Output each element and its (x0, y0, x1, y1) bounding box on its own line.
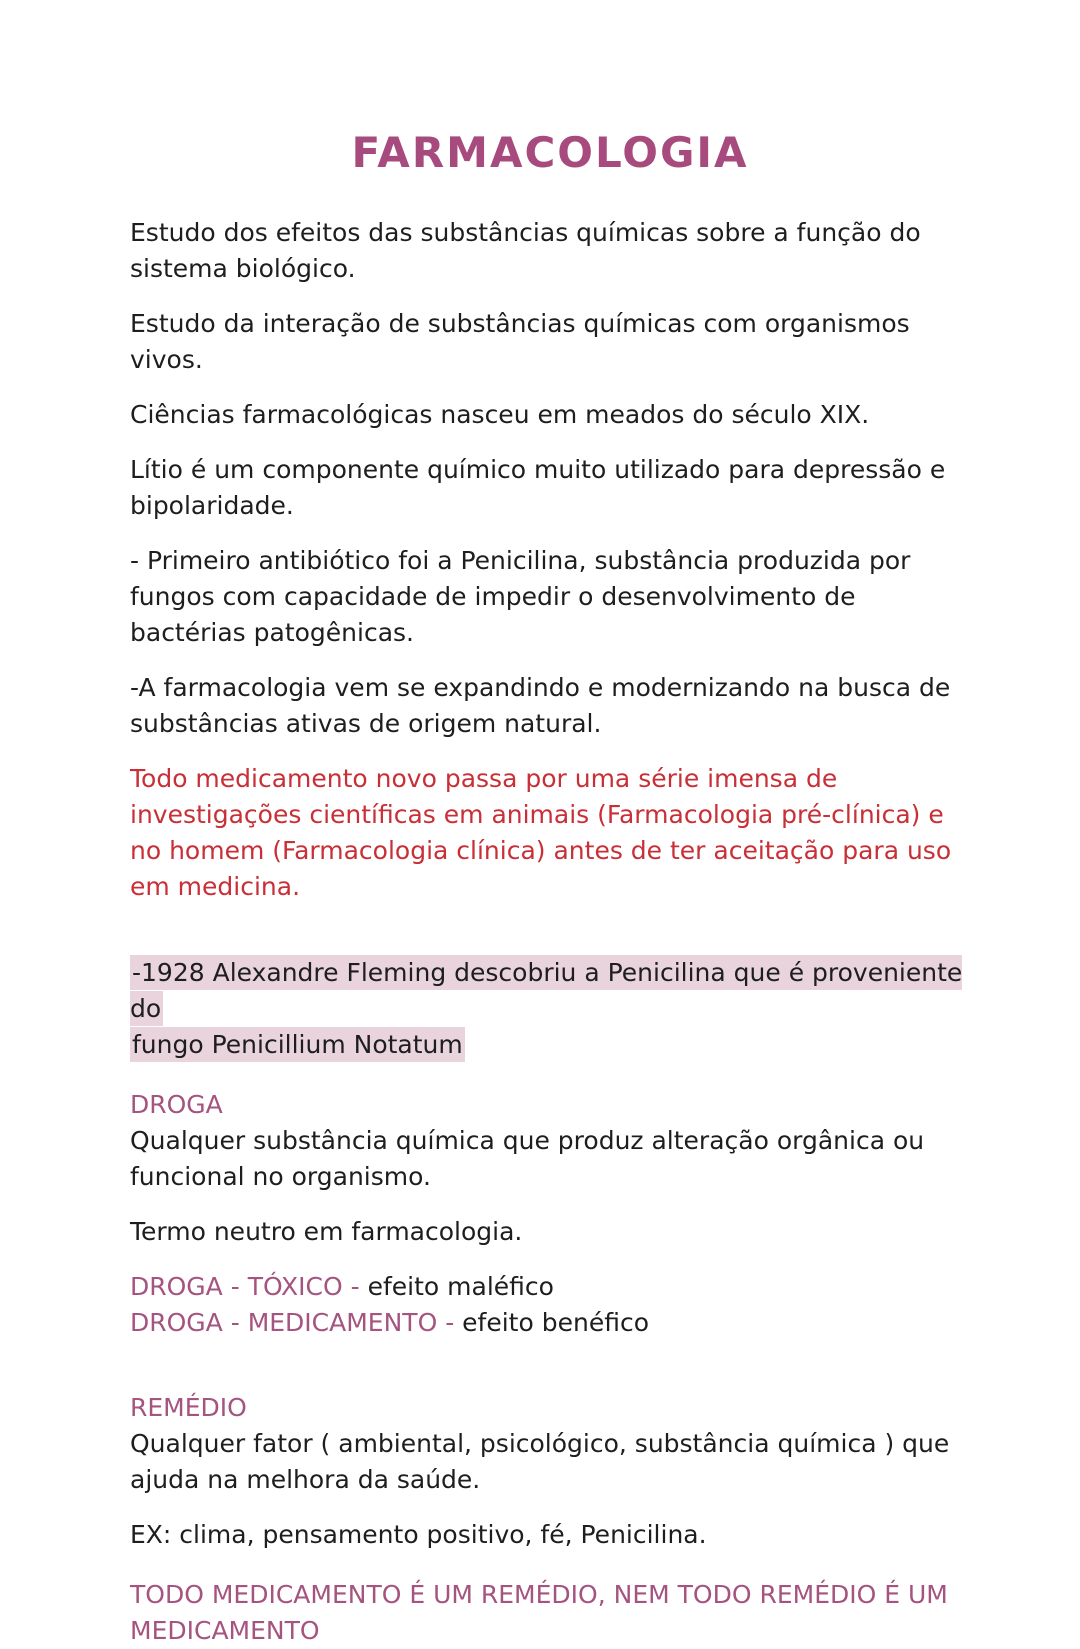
remedio-heading: REMÉDIO (130, 1393, 247, 1422)
droga-medicamento-label: DROGA - MEDICAMENTO - (130, 1308, 463, 1337)
remedio-definition: Qualquer fator ( ambiental, psicológico, substância química ) que ajuda na melhora da saúde. (130, 1429, 950, 1494)
droga-definition: Qualquer substância química que produz alteração orgânica ou funcional no organismo. (130, 1126, 925, 1191)
paragraph-alert-investigacoes: Todo medicamento novo passa por uma série imensa de investigações científicas em animais (Farmacologia pré-clínica) e no homem (Farmacologia clínica) antes de ter aceitação para uso em medicina. (130, 764, 952, 901)
highlight-line-2: fungo Penicillium Notatum (130, 1027, 465, 1062)
droga-toxico-text: efeito maléfico (367, 1272, 554, 1301)
droga-heading: DROGA (130, 1090, 223, 1119)
page-title: FARMACOLOGIA (351, 128, 749, 177)
spacer (130, 1360, 970, 1390)
droga-toxico-line (130, 1269, 970, 1305)
remedio-example: EX: clima, pensamento positivo, fé, Penicilina. (130, 1520, 707, 1549)
conclusion-statement: TODO MEDICAMENTO É UM REMÉDIO, NEM TODO REMÉDIO É UM MEDICAMENTO (130, 1580, 948, 1645)
droga-toxico-label: DROGA - TÓXICO - (130, 1272, 368, 1301)
paragraph-penicilina: - Primeiro antibiótico foi a Penicilina, substância produzida por fungos com capacidade de impedir o desenvolvimento de bactérias patogênicas. (130, 546, 911, 647)
section-remedio (130, 1390, 970, 1553)
droga-note: Termo neutro em farmacologia. (130, 1217, 523, 1246)
paragraph-definition-2: Estudo da interação de substâncias químicas com organismos vivos. (130, 309, 910, 374)
highlight-line-1: -1928 Alexandre Fleming descobriu a Penicilina que é proveniente do (130, 955, 962, 1026)
section-droga-comparisons (130, 1269, 970, 1341)
paragraph-litio: Lítio é um componente químico muito utilizado para depressão e bipolaridade. (130, 455, 946, 520)
droga-medicamento-text: efeito benéfico (462, 1308, 649, 1337)
paragraph-expansao: -A farmacologia vem se expandindo e modernizando na busca de substâncias ativas de origem natural. (130, 673, 951, 738)
droga-medicamento-line (130, 1305, 970, 1341)
highlighted-note-1928 (130, 955, 970, 1063)
paragraph-history: Ciências farmacológicas nasceu em meados do século XIX. (130, 400, 870, 429)
paragraph-definition-1: Estudo dos efeitos das substâncias químicas sobre a função do sistema biológico. (130, 218, 921, 283)
section-droga (130, 1087, 970, 1250)
